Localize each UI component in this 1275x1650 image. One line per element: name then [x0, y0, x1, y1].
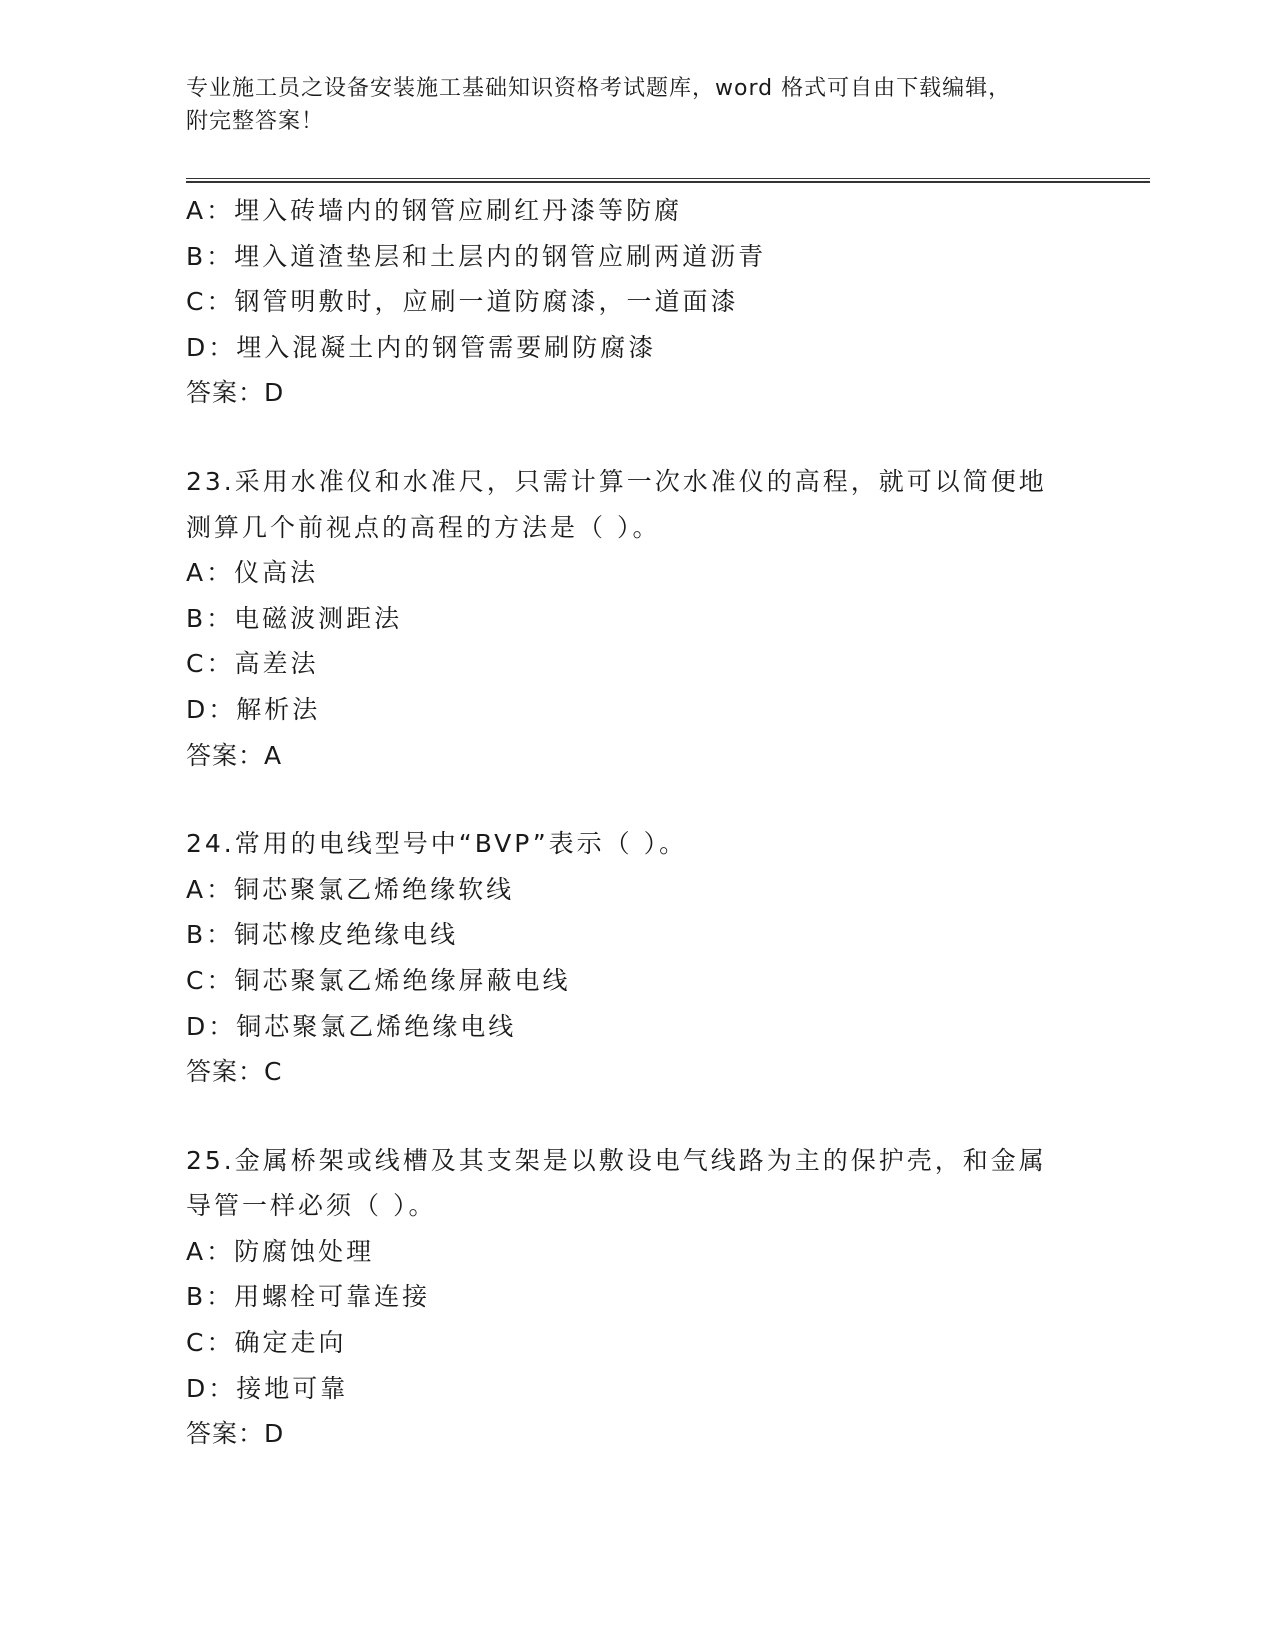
- option-b: B：用螺栓可靠连接: [186, 1282, 431, 1312]
- question-spacer: [186, 416, 1086, 459]
- option-b: B：铜芯橡皮绝缘电线: [186, 920, 459, 950]
- option-d: D：铜芯聚氯乙烯绝缘电线: [186, 1011, 517, 1041]
- question-spacer: [186, 1095, 1086, 1138]
- document-header: [186, 72, 1086, 138]
- option-b: B：电磁波测距法: [186, 603, 403, 633]
- option-c: C：确定走向: [186, 1328, 347, 1358]
- answer-line: 答案：D: [186, 378, 285, 408]
- option-a: A：防腐蚀处理: [186, 1236, 375, 1266]
- option-d: D：接地可靠: [186, 1373, 349, 1403]
- header-title-line1: 专业施工员之设备安装施工基础知识资格考试题库，word 格式可自由下载编辑，: [186, 76, 1012, 101]
- option-c: C：钢管明敷时，应刷一道防腐漆，一道面漆: [186, 287, 739, 317]
- header-divider-thin: [186, 178, 1150, 179]
- question-22: [186, 188, 1086, 416]
- answer-line: 答案：D: [186, 1419, 285, 1449]
- header-divider-thick: [186, 181, 1150, 183]
- option-d: D：埋入混凝土内的钢管需要刷防腐漆: [186, 332, 657, 362]
- option-a: A：埋入砖墙内的钢管应刷红丹漆等防腐: [186, 196, 683, 225]
- question-24: [186, 821, 1086, 1095]
- question-stem-continued: 导管一样必须（ ）。: [186, 1191, 437, 1221]
- option-c: C：高差法: [186, 649, 319, 679]
- question-stem: 25.金属桥架或线槽及其支架是以敷设电气线路为主的保护壳，和金属: [186, 1145, 1047, 1175]
- header-title-line2: 附完整答案！: [186, 109, 325, 134]
- question-stem-continued: 测算几个前视点的高程的方法是（ ）。: [186, 512, 661, 542]
- answer-line: 答案：A: [186, 740, 283, 770]
- question-23: [186, 459, 1086, 778]
- option-b: B：埋入道渣垫层和土层内的钢管应刷两道沥青: [186, 241, 767, 271]
- answer-line: 答案：C: [186, 1057, 283, 1087]
- question-25: [186, 1138, 1086, 1457]
- option-a: A：仪高法: [186, 558, 319, 588]
- option-c: C：铜芯聚氯乙烯绝缘屏蔽电线: [186, 965, 571, 995]
- question-stem: 24.常用的电线型号中“BVP”表示（ ）。: [186, 829, 688, 859]
- question-list: [186, 188, 1086, 1457]
- option-d: D：解析法: [186, 694, 321, 724]
- question-spacer: [186, 778, 1086, 821]
- option-a: A：铜芯聚氯乙烯绝缘软线: [186, 874, 515, 904]
- question-stem: 23.采用水准仪和水准尺，只需计算一次水准仪的高程，就可以简便地: [186, 466, 1047, 496]
